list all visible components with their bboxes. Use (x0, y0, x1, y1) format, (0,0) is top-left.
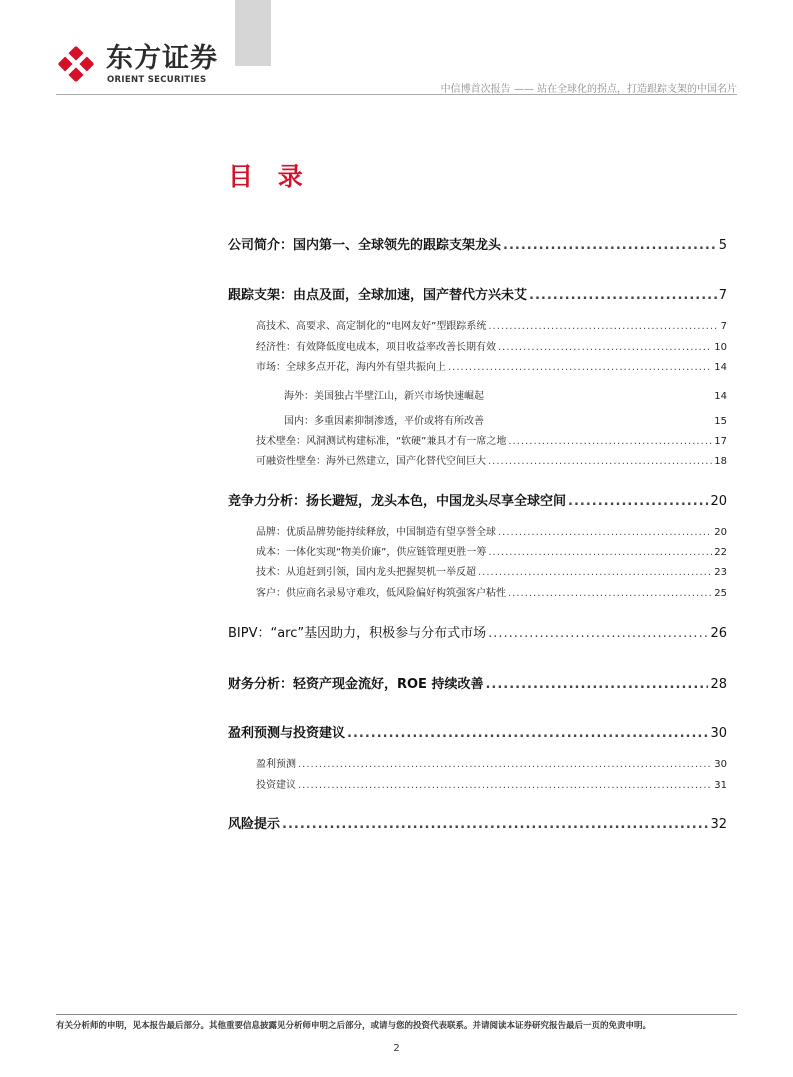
toc-subentry[interactable]: 成本：一体化实现“物美价廉”，供应链管理更胜一筹 ..... 22 (256, 543, 727, 558)
toc-subentry[interactable]: 高技术、高要求、高定制化的“电网友好”型跟踪系统 ..... 7 (256, 317, 727, 332)
toc-title: 目 录 (228, 162, 311, 191)
toc-subentry[interactable]: 盈利预测 ..... 30 (256, 755, 727, 770)
toc-subentry[interactable]: 投资建议 ..... 31 (256, 776, 727, 791)
page-number: 2 (393, 1043, 400, 1054)
toc-entry[interactable]: 盈利预测与投资建议 ..... 30 (228, 722, 727, 741)
brand-name-cn: 东方证券 (106, 43, 218, 74)
toc-subentry[interactable]: 市场：全球多点开花，海内外有望共振向上 ..... 14 (256, 358, 727, 373)
toc-subentry[interactable]: 品牌：优质品牌势能持续释放，中国制造有望享誉全球 ..... 20 (256, 523, 727, 538)
report-header-line: 中信博首次报告 —— 站在全球化的拐点，打造跟踪支架的中国名片 (440, 84, 737, 95)
toc-subsubentry[interactable]: 国内：多重因素抑制渗透，平价或将有所改善 15 (284, 416, 727, 427)
toc-entry[interactable]: BIPV：“arc”基因助力，积极参与分布式市场 ..... 26 (228, 622, 727, 641)
toc-subentry[interactable]: 经济性：有效降低度电成本，项目收益率改善长期有效 ..... 10 (256, 338, 727, 353)
toc-subsubentry[interactable]: 海外：美国独占半壁江山，新兴市场快速崛起 14 (284, 391, 727, 402)
footer-disclaimer: 有关分析师的申明，见本报告最后部分。其他重要信息披露见分析师申明之后部分，或请与您的投资代表联系。并请阅读本证券研究报告最后一页的免责申明。 (56, 1021, 652, 1031)
toc-entry[interactable]: 公司简介：国内第一、全球领先的跟踪支架龙头 ..... 5 (228, 234, 727, 253)
footer-divider (56, 1014, 737, 1015)
toc-subentry[interactable]: 客户：供应商名录易守难攻，低风险偏好构筑强客户粘性 ..... 25 (256, 584, 727, 599)
toc-subentry[interactable]: 技术壁垒：风洞测试构建标准，“软硬”兼具才有一席之地 ..... 17 (256, 432, 727, 447)
toc-subentry[interactable]: 技术：从追赶到引领，国内龙头把握契机一举反超 ..... 23 (256, 563, 727, 578)
toc-entry[interactable]: 竞争力分析：扬长避短，龙头本色，中国龙头尽享全球空间 ..... 20 (228, 490, 727, 509)
toc-subentry[interactable]: 可融资性壁垒：海外已然建立，国产化替代空间巨大 ..... 18 (256, 452, 727, 467)
toc-entry[interactable]: 跟踪支架：由点及面，全球加速，国产替代方兴未艾 ..... 7 (228, 284, 727, 303)
toc-entry[interactable]: 风险提示 ..... 32 (228, 813, 727, 832)
brand-name-en: ORIENT SECURITIES (107, 75, 207, 85)
toc-entry[interactable]: 财务分析：轻资产现金流好，ROE 持续改善 ..... 28 (228, 673, 727, 692)
